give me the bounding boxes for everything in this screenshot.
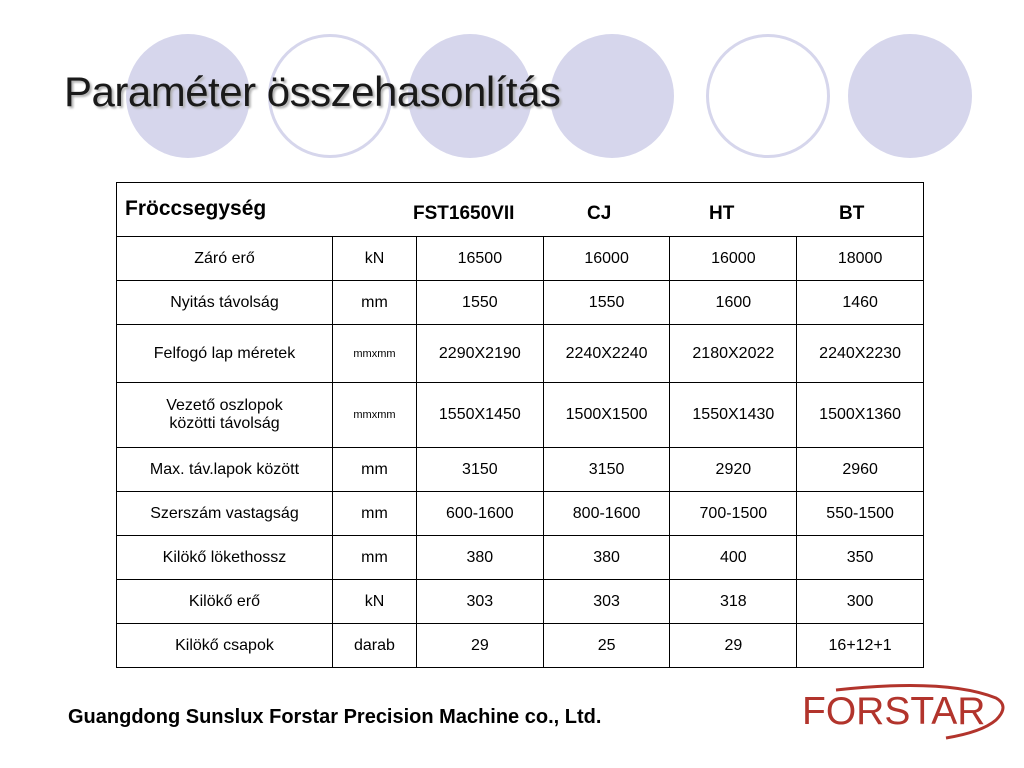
value-cell: 600-1600 [416, 492, 543, 536]
param-unit: mm [332, 448, 416, 492]
circle-decoration [848, 34, 972, 158]
value-cell: 16000 [670, 237, 797, 281]
table-header-cell [117, 183, 924, 237]
param-name: Max. táv.lapok között [117, 448, 333, 492]
param-name: Nyitás távolság [117, 281, 333, 325]
param-name: Kilökő csapok [117, 624, 333, 668]
value-cell: 1550X1430 [670, 383, 797, 448]
parameter-table [116, 182, 924, 668]
circle-decoration [706, 34, 830, 158]
value-cell: 2960 [797, 448, 924, 492]
header-label: Fröccsegység [125, 197, 267, 220]
value-cell: 1550 [416, 281, 543, 325]
logo-text: FORSTAR [802, 690, 986, 733]
value-cell: 1550X1450 [416, 383, 543, 448]
value-cell: 1600 [670, 281, 797, 325]
param-name: Szerszám vastagság [117, 492, 333, 536]
param-unit: kN [332, 237, 416, 281]
value-cell: 2180X2022 [670, 325, 797, 383]
table-header-row [117, 183, 924, 237]
param-unit: mm [332, 281, 416, 325]
table-row [117, 237, 924, 281]
value-cell: 16000 [543, 237, 670, 281]
param-name-line: Vezető oszlopok [166, 397, 283, 414]
value-cell: 16+12+1 [797, 624, 924, 668]
circle-decoration [550, 34, 674, 158]
param-unit: mm [332, 536, 416, 580]
param-name-line: közötti távolság [169, 415, 280, 432]
param-unit: kN [332, 580, 416, 624]
value-cell: 1460 [797, 281, 924, 325]
value-cell: 16500 [416, 237, 543, 281]
value-cell: 318 [670, 580, 797, 624]
param-name [117, 383, 333, 448]
value-cell: 1550 [543, 281, 670, 325]
table-row [117, 383, 924, 448]
value-cell: 303 [543, 580, 670, 624]
value-cell: 800-1600 [543, 492, 670, 536]
param-name: Záró erő [117, 237, 333, 281]
value-cell: 350 [797, 536, 924, 580]
value-cell: 3150 [543, 448, 670, 492]
table-row [117, 281, 924, 325]
param-unit: mmxmm [332, 383, 416, 448]
value-cell: 1500X1360 [797, 383, 924, 448]
slide-title: Paraméter összehasonlítás [64, 68, 561, 115]
value-cell: 18000 [797, 237, 924, 281]
value-cell: 1500X1500 [543, 383, 670, 448]
model-name: HT [709, 203, 735, 224]
table-row [117, 580, 924, 624]
value-cell: 2290X2190 [416, 325, 543, 383]
param-unit: mmxmm [332, 325, 416, 383]
value-cell: 2240X2240 [543, 325, 670, 383]
value-cell: 3150 [416, 448, 543, 492]
param-name: Felfogó lap méretek [117, 325, 333, 383]
table-row [117, 624, 924, 668]
value-cell: 550-1500 [797, 492, 924, 536]
table-row [117, 448, 924, 492]
company-name: Guangdong Sunslux Forstar Precision Machine co., Ltd. [68, 706, 602, 728]
model-name: FST1650VII [413, 203, 515, 224]
value-cell: 300 [797, 580, 924, 624]
value-cell: 380 [543, 536, 670, 580]
value-cell: 303 [416, 580, 543, 624]
model-name: BT [839, 203, 865, 224]
value-cell: 700-1500 [670, 492, 797, 536]
param-unit: mm [332, 492, 416, 536]
value-cell: 29 [670, 624, 797, 668]
value-cell: 2920 [670, 448, 797, 492]
param-name: Kilökő erő [117, 580, 333, 624]
table-row [117, 536, 924, 580]
value-cell: 2240X2230 [797, 325, 924, 383]
value-cell: 25 [543, 624, 670, 668]
table-row [117, 325, 924, 383]
model-name: CJ [587, 203, 612, 224]
param-unit: darab [332, 624, 416, 668]
value-cell: 400 [670, 536, 797, 580]
value-cell: 380 [416, 536, 543, 580]
param-name: Kilökő lökethossz [117, 536, 333, 580]
table-row [117, 492, 924, 536]
value-cell: 29 [416, 624, 543, 668]
forstar-logo [796, 684, 1016, 744]
